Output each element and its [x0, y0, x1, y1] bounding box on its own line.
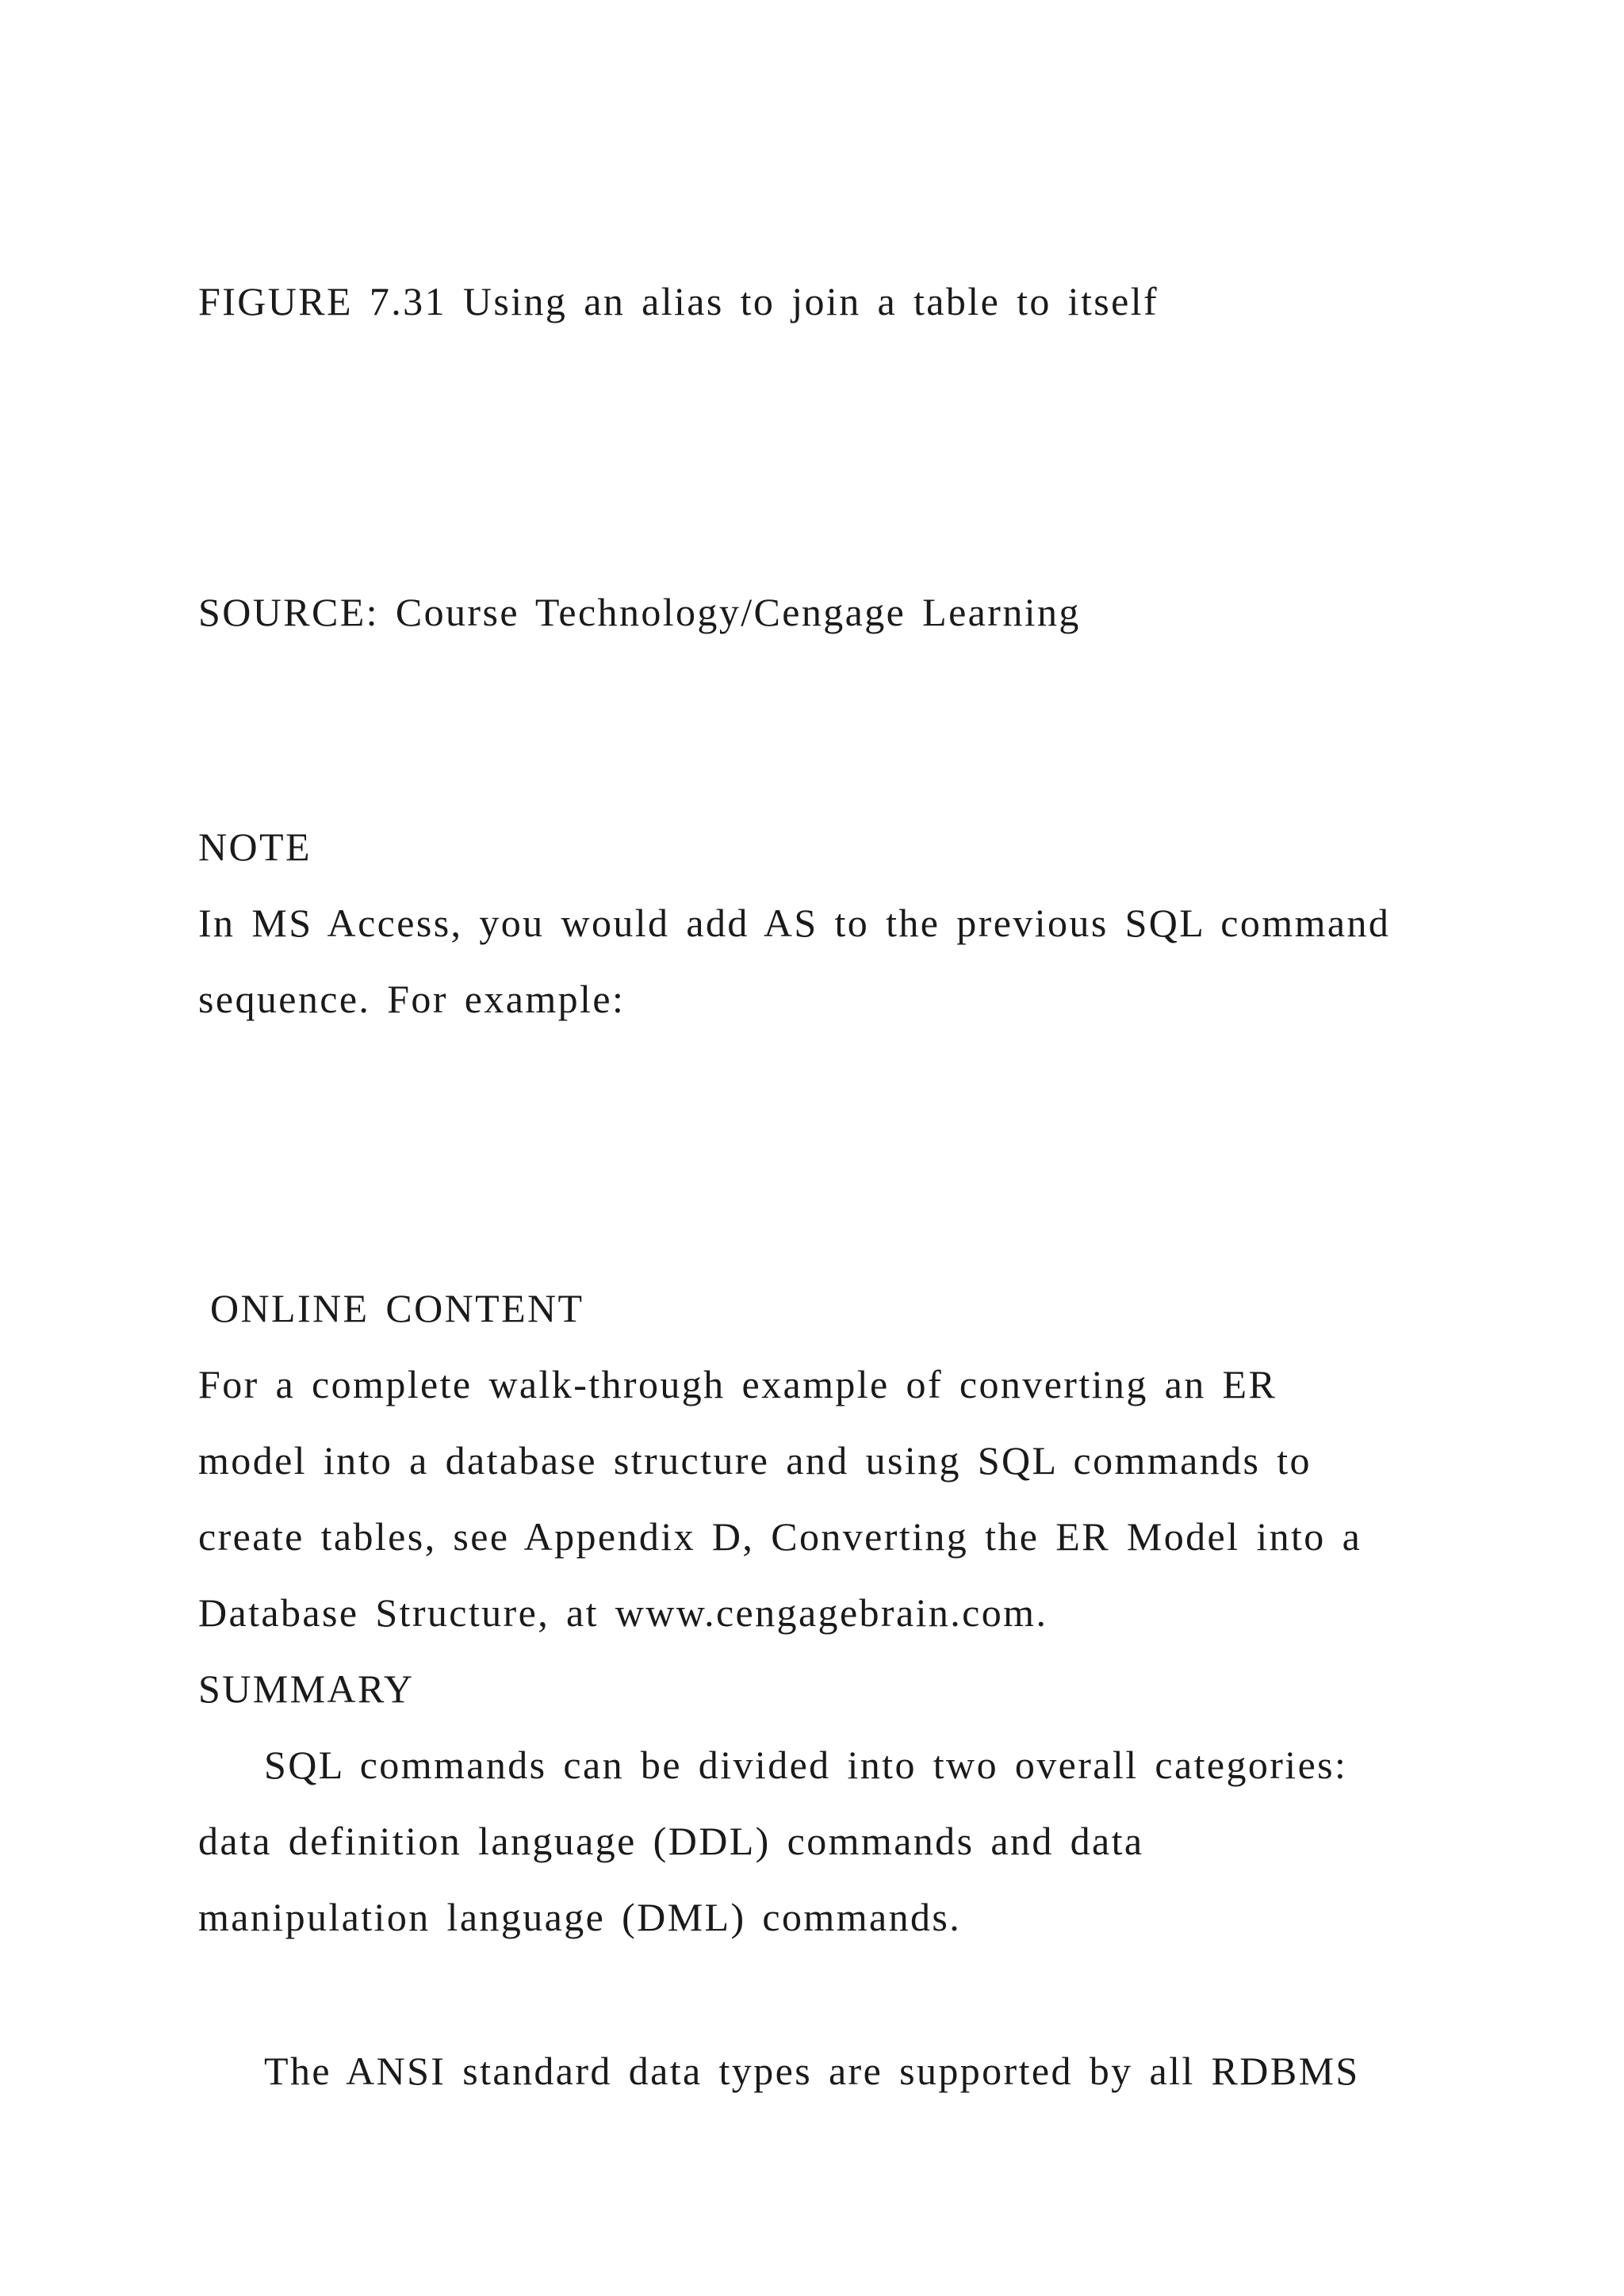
note-heading: NOTE [198, 825, 312, 869]
online-content-heading: ONLINE CONTENT [210, 1286, 584, 1330]
summary-paragraph-1-line-3: manipulation language (DML) commands. [198, 1895, 962, 1939]
online-content-line-1: For a complete walk-through example of converting an ER [198, 1362, 1277, 1406]
online-content-line-2: model into a database structure and using SQL commands to [198, 1438, 1312, 1483]
summary-heading: SUMMARY [198, 1667, 415, 1711]
note-line-2: sequence. For example: [198, 977, 626, 1021]
source-line: SOURCE: Course Technology/Cengage Learning [198, 590, 1081, 634]
summary-paragraph-1-line-2: data definition language (DDL) commands and data [198, 1819, 1144, 1863]
note-line-1: In MS Access, you would add AS to the previous SQL command [198, 901, 1391, 945]
online-content-line-3: create tables, see Appendix D, Converting the ER Model into a [198, 1514, 1362, 1559]
online-content-line-4: Database Structure, at www.cengagebrain.com. [198, 1590, 1048, 1635]
figure-caption: FIGURE 7.31 Using an alias to join a table to itself [198, 279, 1159, 323]
summary-paragraph-1-line-1: SQL commands can be divided into two overall categories: [264, 1743, 1348, 1787]
summary-paragraph-2-line-1: The ANSI standard data types are supported by all RDBMS [264, 2049, 1360, 2093]
